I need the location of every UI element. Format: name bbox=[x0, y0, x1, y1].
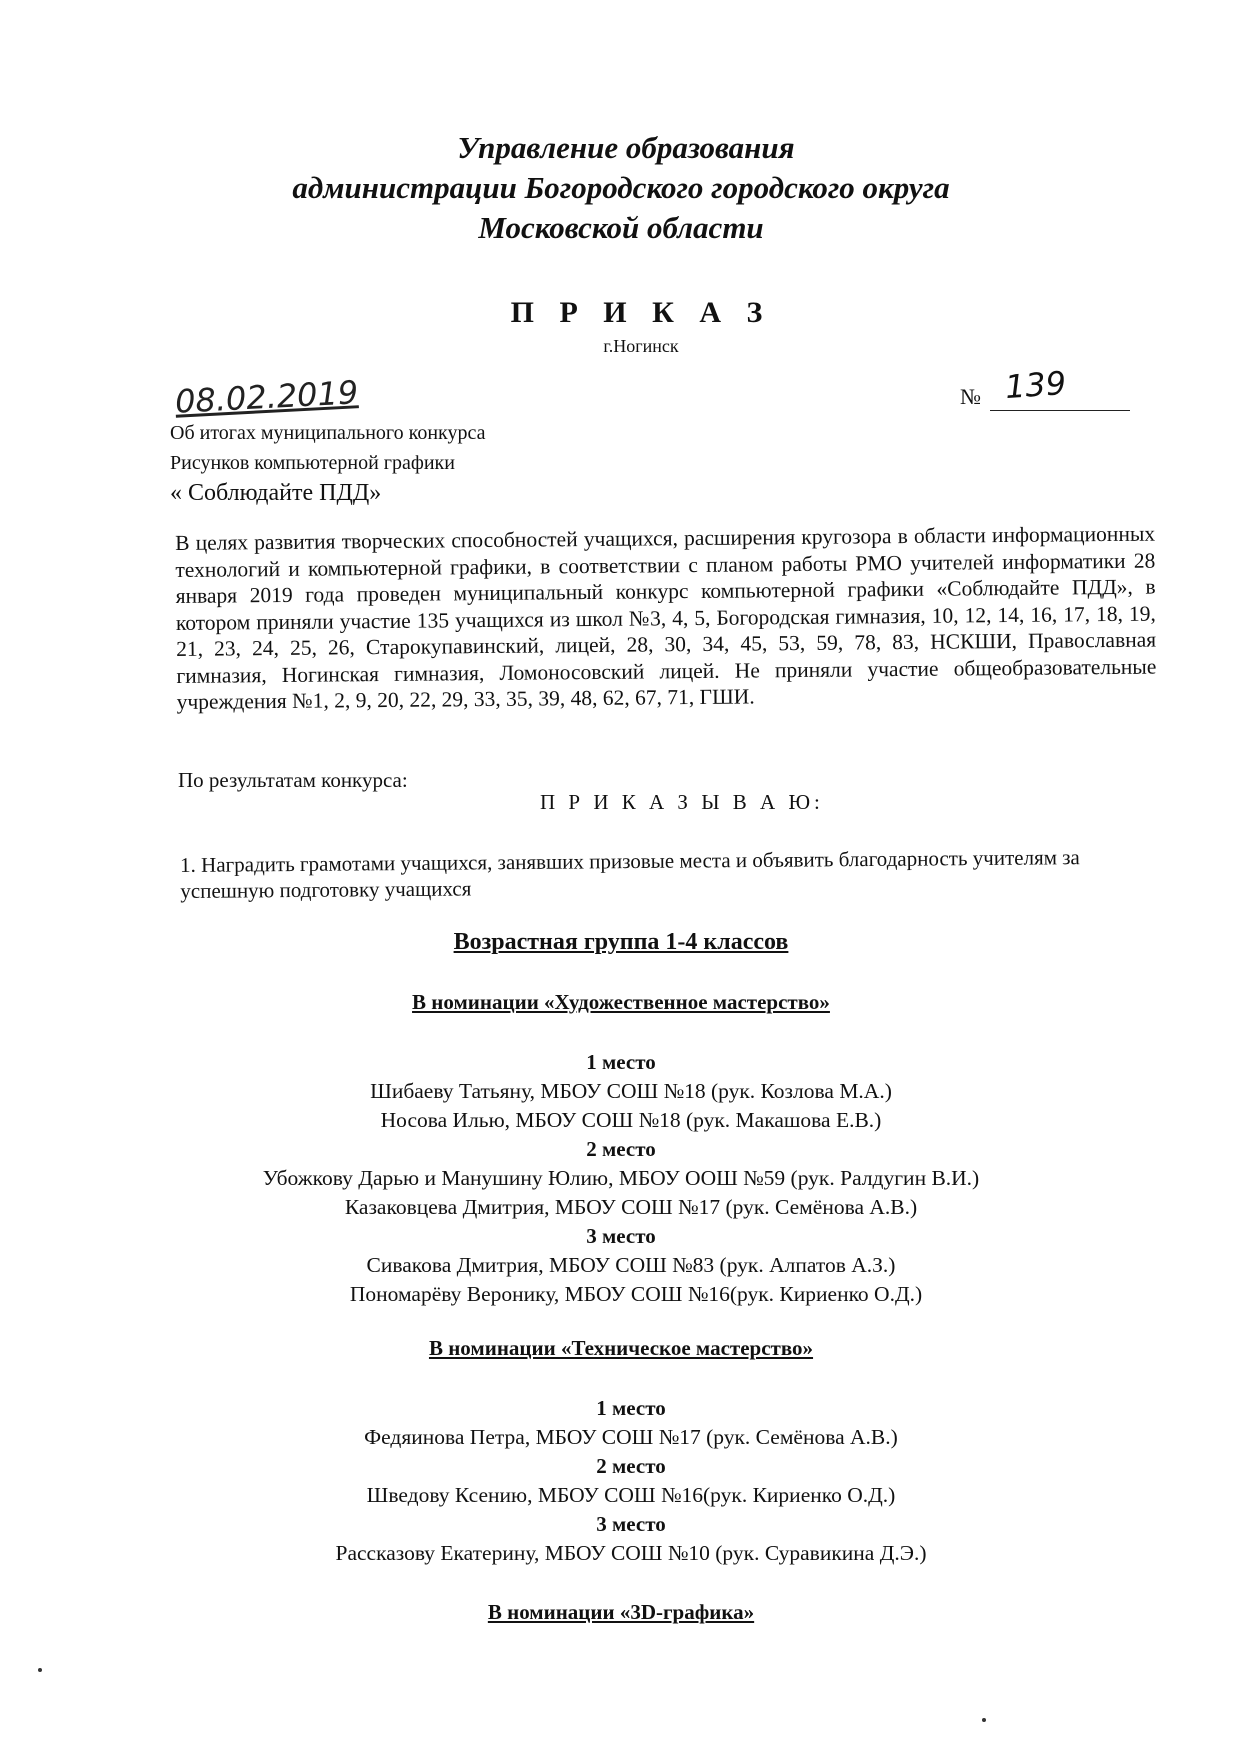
nomination-heading bbox=[0, 1598, 1242, 1627]
nomination-heading bbox=[0, 1334, 1242, 1363]
nomination-title: В номинации «3D-графика» bbox=[487, 1600, 755, 1624]
winner-line: Шведову Ксению, МБОУ СОШ №16(рук. Кириенко О.Д.) bbox=[366, 1483, 896, 1507]
document-title: П Р И К А З bbox=[510, 296, 772, 329]
nomination-heading bbox=[0, 988, 1242, 1017]
order-word: П Р И К А З Ы В А Ю: bbox=[540, 790, 824, 814]
nomination-title: В номинации «Художественное мастерство» bbox=[412, 990, 830, 1014]
nomination-results bbox=[0, 1394, 1242, 1568]
header-line-2: администрации Богородского городского округа bbox=[292, 170, 950, 205]
header-line-3: Московской области bbox=[478, 210, 764, 245]
document-city: г.Ногинск bbox=[603, 336, 679, 356]
place-label: 3 место bbox=[586, 1224, 656, 1248]
winner-line: Пономарёву Веронику, МБОУ СОШ №16(рук. Кириенко О.Д.) bbox=[349, 1282, 923, 1306]
scan-speck bbox=[38, 1668, 42, 1672]
handwritten-number: 139 bbox=[1003, 363, 1068, 407]
place-label: 2 место bbox=[586, 1137, 656, 1161]
subject-line-3: « Соблюдайте ПДД» bbox=[170, 480, 382, 506]
place-label: 3 место bbox=[596, 1512, 666, 1536]
order-subject bbox=[170, 418, 485, 508]
place-label: 1 место bbox=[586, 1050, 656, 1074]
organization-header bbox=[0, 128, 1242, 248]
nomination-title: В номинации «Техническое мастерство» bbox=[428, 1336, 814, 1360]
winner-line: Носова Илью, МБОУ СОШ №18 (рук. Макашова Е.В.) bbox=[380, 1108, 882, 1132]
winner-line: Казаковцева Дмитрия, МБОУ СОШ №17 (рук. Семёнова А.В.) bbox=[344, 1195, 918, 1219]
age-group-title: Возрастная группа 1-4 классов bbox=[453, 929, 789, 955]
header-line-1: Управление образования bbox=[457, 130, 795, 165]
winner-line: Федяинова Петра, МБОУ СОШ №17 (рук. Семёнова А.В.) bbox=[364, 1425, 898, 1449]
scan-speck bbox=[982, 1718, 986, 1722]
handwritten-date: 08.02.2019 bbox=[174, 373, 360, 421]
by-results-line: По результатам конкурса: bbox=[178, 768, 408, 792]
age-group-heading bbox=[0, 928, 1242, 957]
subject-line-1: Об итогах муниципального конкурса bbox=[170, 422, 486, 444]
winner-line: Убожкову Дарью и Манушину Юлию, МБОУ ООШ №59 (рук. Ралдугин В.И.) bbox=[262, 1166, 980, 1190]
subject-line-2: Рисунков компьютерной графики bbox=[170, 452, 455, 474]
order-number bbox=[960, 363, 1130, 409]
order-item-1: 1. Наградить грамотами учащихся, занявших призовые места и объявить благодарность учителям за успешную подготовку учащихся bbox=[180, 845, 1080, 903]
place-label: 1 место bbox=[596, 1396, 666, 1420]
winner-line: Сивакова Дмитрия, МБОУ СОШ №83 (рук. Алпатов А.З.) bbox=[366, 1253, 896, 1277]
winner-line: Рассказову Екатерину, МБОУ СОШ №10 (рук. Суравикина Д.Э.) bbox=[335, 1541, 927, 1565]
number-label: № bbox=[960, 384, 981, 409]
intro-paragraph: В целях развития творческих способностей учащихся, расширения кругозора в области информационных технологий и компьютерной графики, в соответствии с планом работы РМО учителей информатики 28 января 2019 года проведен муниципальный конкурс компьютерной графики «Соблюдайте ПДД», в котором приняли участие 135 учащихся из школ №3, 4, 5, Богородская гимназия, 10, 12, 14, 16, 17, 18, 19, 21, 23, 24, 25, 26, Старокупавинский, лицей, 28, 30, 34, 45, 53, 59, 78, 83, НСКШИ, Православная гимназия, Ногинская гимназия, Ломоносовский лицей. Не приняли участие общеобразовательные учреждения №1, 2, 9, 20, 22, 29, 33, 35, 39, 48, 62, 67, 71, ГШИ. bbox=[175, 521, 1157, 714]
place-label: 2 место bbox=[596, 1454, 666, 1478]
winner-line: Шибаеву Татьяну, МБОУ СОШ №18 (рук. Козлова М.А.) bbox=[370, 1079, 892, 1103]
number-underline bbox=[990, 410, 1130, 411]
nomination-results bbox=[0, 1048, 1242, 1309]
